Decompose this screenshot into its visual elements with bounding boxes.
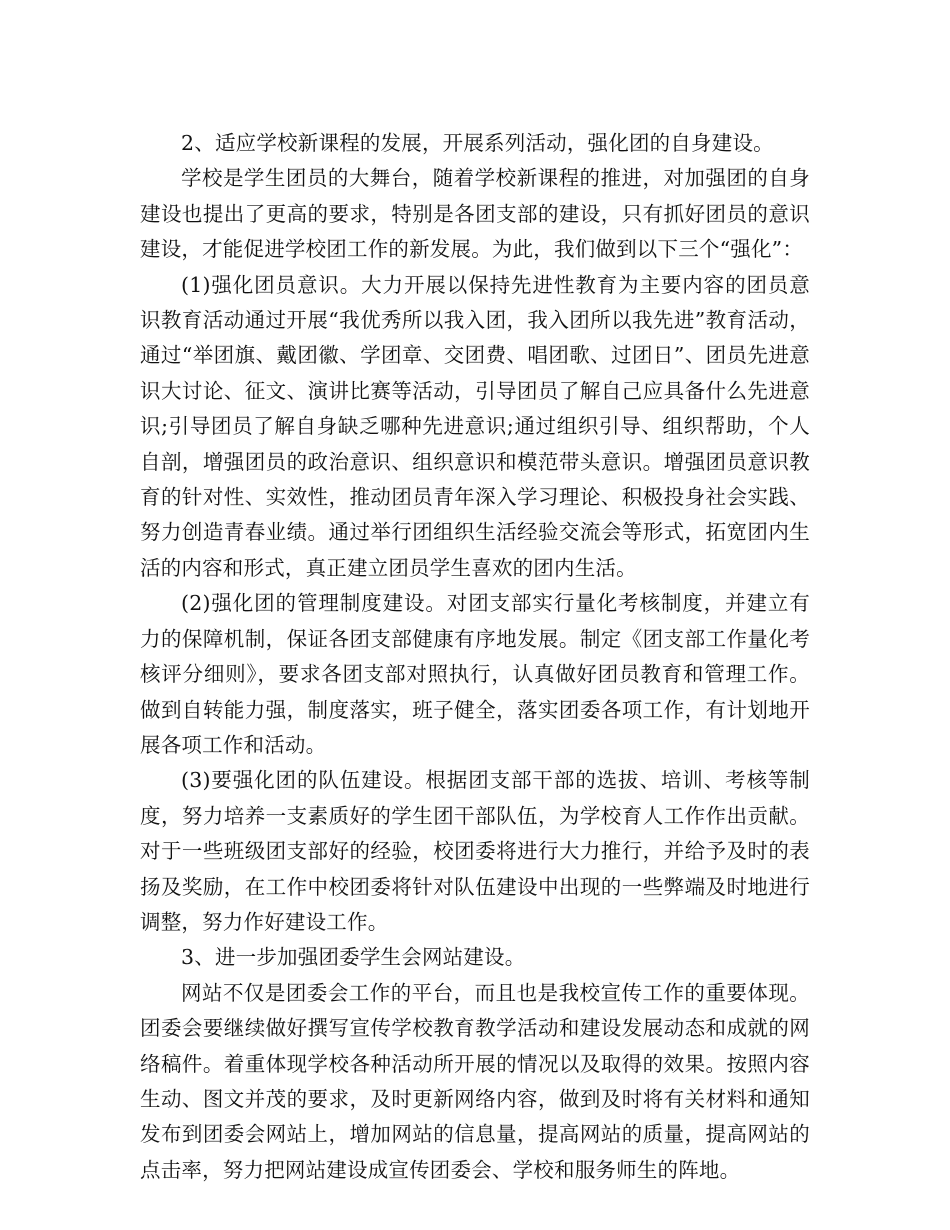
document-body (140, 126, 810, 1188)
intro-paragraph: 学校是学生团员的大舞台，随着学校新课程的推进，对加强团的自身建设也提出了更高的要求，特别是各团支部的建设，只有抓好团员的意识建设，才能促进学校团工作的新发展。为此，我们做到以下三个“强化”： (140, 166, 810, 262)
item-3-paragraph: (3)要强化团的队伍建设。根据团支部干部的选拔、培训、考核等制度，努力培养一支素质好的学生团干部队伍，为学校育人工作作出贡献。对于一些班级团支部好的经验，校团委将进行大力推行，并给予及时的表扬及奖励，在工作中校团委将针对队伍建设中出现的一些弊端及时地进行调整，努力作好建设工作。 (140, 768, 810, 934)
section-heading-2: 2、适应学校新课程的发展，开展系列活动，强化团的自身建设。 (181, 131, 774, 155)
item-2-paragraph: (2)强化团的管理制度建设。对团支部实行量化考核制度，并建立有力的保障机制，保证各团支部健康有序地发展。制定《团支部工作量化考核评分细则》，要求各团支部对照执行，认真做好团员教育和管理工作。做到自转能力强，制度落实，班子健全，落实团委各项工作，有计划地开展各项工作和活动。 (140, 591, 810, 757)
website-paragraph: 网站不仅是团委会工作的平台，而且也是我校宣传工作的重要体现。团委会要继续做好撰写宣传学校教育教学活动和建设发展动态和成就的网络稿件。着重体现学校各种活动所开展的情况以及取得的效果。按照内容生动、图文并茂的要求，及时更新网络内容，做到及时将有关材料和通知发布到团委会网站上，增加网站的信息量，提高网站的质量，提高网站的点击率，努力把网站建设成宣传团委会、学校和服务师生的阵地。 (140, 980, 810, 1182)
item-1-paragraph: (1)强化团员意识。大力开展以保持先进性教育为主要内容的团员意识教育活动通过开展“我优秀所以我入团，我入团所以我先进”教育活动，通过“举团旗、戴团徽、学团章、交团费、唱团歌、过团日”、团员先进意识大讨论、征文、演讲比赛等活动，引导团员了解自己应具备什么先进意识;引导团员了解自身缺乏哪种先进意识;通过组织引导、组织帮助，个人自剖，增强团员的政治意识、组织意识和模范带头意识。增强团员意识教育的针对性、实效性，推动团员青年深入学习理论、积极投身社会实践、努力创造青春业绩。通过举行团组织生活经验交流会等形式，拓宽团内生活的内容和形式，真正建立团员学生喜欢的团内生活。 (140, 272, 810, 580)
section-heading-3: 3、进一步加强团委学生会网站建设。 (181, 945, 526, 970)
